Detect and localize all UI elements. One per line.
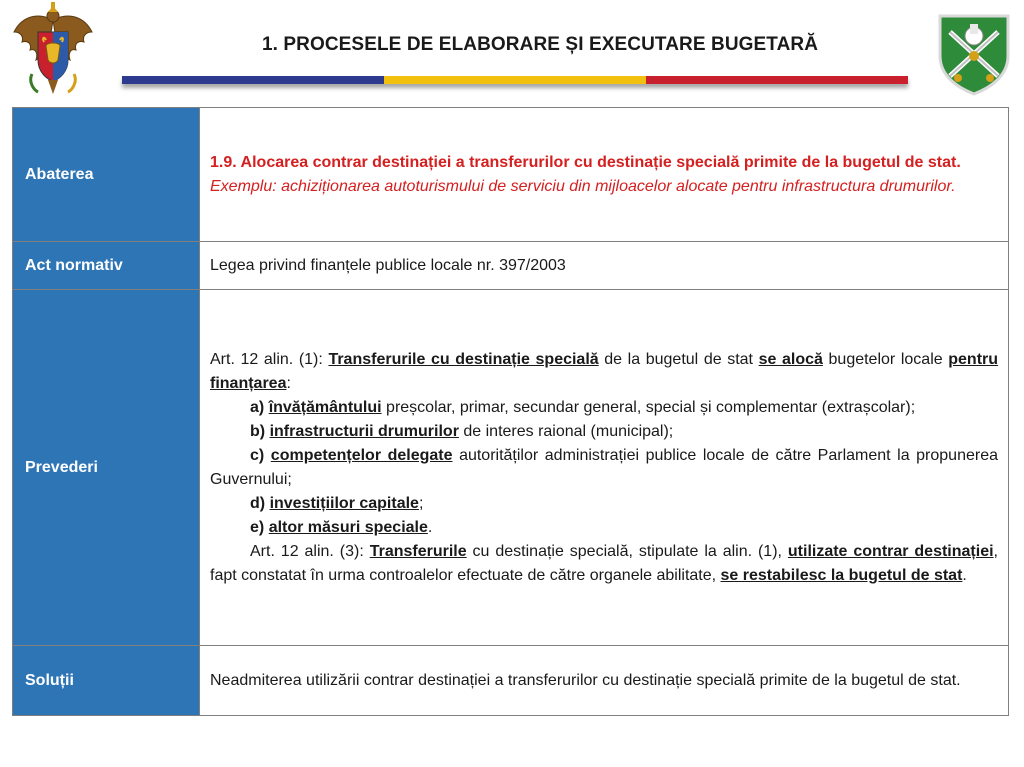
item-letter: e) bbox=[250, 518, 265, 536]
art1-text-5: bugetelor locale bbox=[822, 350, 949, 368]
item-rest: ; bbox=[418, 494, 424, 512]
item-key: altor măsuri speciale bbox=[268, 518, 428, 536]
row-solutii bbox=[13, 646, 1009, 716]
page-title: 1. PROCESELE DE ELABORARE ȘI EXECUTARE BUGETARĂ bbox=[261, 34, 819, 55]
item-key: infrastructurii drumurilor bbox=[269, 422, 459, 440]
row-prevederi bbox=[13, 290, 1009, 646]
list-item-d bbox=[210, 492, 998, 516]
item-letter: b) bbox=[250, 422, 266, 440]
art1-text-7: : bbox=[286, 374, 291, 392]
divider-yellow bbox=[384, 76, 646, 84]
label-prevederi: Prevederi bbox=[13, 290, 200, 646]
item-rest: de interes raional (municipal); bbox=[458, 422, 674, 440]
label-abaterea: Abaterea bbox=[13, 108, 200, 242]
divider-blue bbox=[122, 76, 384, 84]
item-rest: preșcolar, primar, secundar general, special și complementar (extrașcolar); bbox=[381, 398, 916, 416]
art1-text-2: Transferurile cu destinație specială bbox=[328, 350, 599, 368]
item-letter: a) bbox=[250, 398, 265, 416]
list-item-e bbox=[210, 516, 998, 540]
art3-text-1: Art. 12 alin. (3): bbox=[250, 542, 370, 560]
deviation-table bbox=[12, 107, 1009, 716]
art3-text-3: cu destinație specială, stipulate la alin. (1), bbox=[466, 542, 788, 560]
tricolor-divider bbox=[122, 76, 908, 84]
item-key: învățământului bbox=[268, 398, 382, 416]
content-abaterea bbox=[200, 108, 1009, 242]
art3-text-6: se restabilesc la bugetul de stat bbox=[720, 566, 963, 584]
art1-text-3: de la bugetul de stat bbox=[598, 350, 759, 368]
list-item-b bbox=[210, 420, 998, 444]
art3-text-7: . bbox=[962, 566, 967, 584]
art1-text-6: pentru finanțarea bbox=[210, 350, 999, 392]
label-act-normativ: Act normativ bbox=[13, 242, 200, 290]
art3-text-2: Transferurile bbox=[369, 542, 467, 560]
art12-alin3 bbox=[210, 540, 998, 588]
item-rest: . bbox=[427, 518, 433, 536]
item-key: competențelor delegate bbox=[270, 446, 453, 464]
list-item-a bbox=[210, 396, 998, 420]
abaterea-heading: 1.9. Alocarea contrar destinației a transferurilor cu destinație specială primite de la bugetul de stat. bbox=[210, 153, 961, 171]
item-letter: d) bbox=[250, 494, 266, 512]
item-rest: autorităților administrației publice locale de către Parlament la propunerea Guvernului; bbox=[210, 446, 998, 488]
row-act-normativ bbox=[13, 242, 1009, 290]
divider-red bbox=[646, 76, 908, 84]
label-solutii: Soluții bbox=[13, 646, 200, 716]
content-solutii: Neadmiterea utilizării contrar destinației a transferurilor cu destinație specială primite de la bugetul de stat. bbox=[200, 646, 1009, 716]
abaterea-example: Exemplu: achiziționarea autoturismului de serviciu din mijloacelor alocate pentru infrastructura drumurilor. bbox=[210, 177, 956, 195]
moldova-coat-of-arms-icon bbox=[8, 2, 98, 98]
art3-text-5: , fapt constatat în urma controalelor efectuate de către organele abilitate, bbox=[210, 542, 998, 584]
art1-text-4: se alocă bbox=[758, 350, 823, 368]
item-key: investițiilor capitale bbox=[269, 494, 419, 512]
row-abaterea bbox=[13, 108, 1009, 242]
item-letter: c) bbox=[250, 446, 265, 464]
art3-text-4: utilizate contrar destinației bbox=[787, 542, 994, 560]
art1-text-1: Art. 12 alin. (1): bbox=[210, 350, 329, 368]
content-act-normativ: Legea privind finanțele publice locale nr. 397/2003 bbox=[200, 242, 1009, 290]
art12-alin1 bbox=[210, 348, 998, 396]
content-prevederi bbox=[200, 290, 1009, 646]
list-item-c bbox=[210, 444, 998, 492]
